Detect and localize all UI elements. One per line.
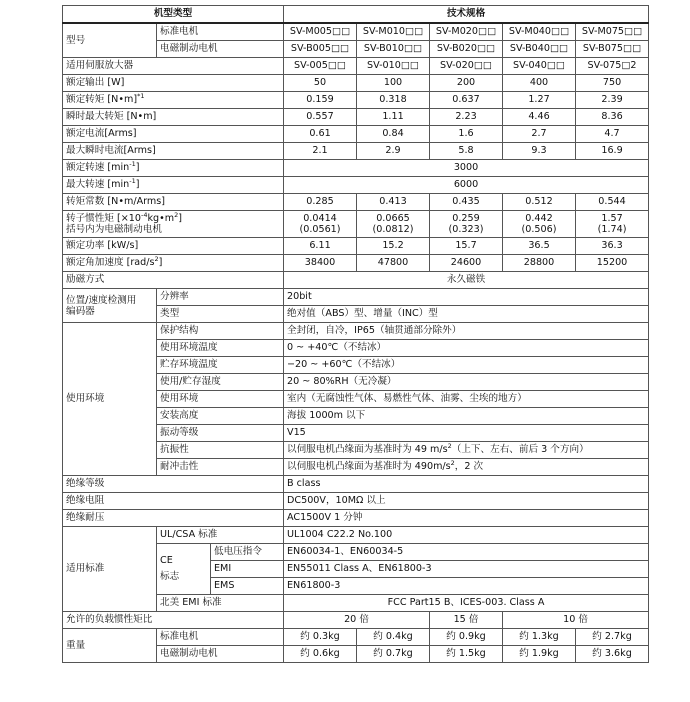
env-item-value: 室内（无腐蚀性气体、易燃性气体、油雾、尘埃的地方） <box>284 391 649 408</box>
spec-cell: 200 <box>430 75 503 92</box>
weight-standard-label: 标准电机 <box>157 629 284 646</box>
angular-acc-label: 额定角加速度 $[rad/s^2]$ <box>63 255 284 272</box>
torque-const-label: 转矩常数 [N•m/Arms] <box>63 194 284 211</box>
max-speed-row <box>63 177 649 194</box>
model-standard-row <box>63 23 649 41</box>
spec-cell: 6.11 <box>284 238 357 255</box>
spec-row <box>63 126 649 143</box>
spec-row <box>63 109 649 126</box>
power-rate-label: 额定功率 [kW/s] <box>63 238 284 255</box>
model-brake-cell: SV-B005□□ <box>284 41 357 58</box>
env-item-label: 使用/贮存湿度 <box>157 374 284 391</box>
spec-cell: 2.39 <box>576 92 649 109</box>
excitation-label: 励磁方式 <box>63 272 284 289</box>
spec-cell: 0.413 <box>357 194 430 211</box>
excitation-row <box>63 272 649 289</box>
weight-brake-label: 电磁制动电机 <box>157 646 284 663</box>
env-item-value: 海拔 1000m 以下 <box>284 408 649 425</box>
weight-cell: 约 2.7kg <box>576 629 649 646</box>
lvd-label: 低电压指令 <box>211 544 284 561</box>
spec-cell: 0.557 <box>284 109 357 126</box>
spec-cell: 0.544 <box>576 194 649 211</box>
spec-cell: 36.3 <box>576 238 649 255</box>
env-item-label: 耐冲击性 <box>157 459 284 476</box>
weight-cell: 约 1.5kg <box>430 646 503 663</box>
angular-acc-row <box>63 255 649 272</box>
spec-cell: 15.2 <box>357 238 430 255</box>
ems-value: EN61800-3 <box>284 578 649 595</box>
load-inertia-value: 20 倍 <box>284 612 430 629</box>
spec-row <box>63 92 649 109</box>
weight-label: 重量 <box>63 629 157 663</box>
emi-value: EN55011 Class A、EN61800-3 <box>284 561 649 578</box>
inertia-label: 转子惯性矩 $[\times 10^{-4}kg•m^2]$ 括号内为电磁制动电机 <box>63 211 284 238</box>
header-specs: 技术规格 <box>284 6 649 24</box>
spec-cell: 400 <box>503 75 576 92</box>
env-item-label: 安装高度 <box>157 408 284 425</box>
amp-cell: SV-005□□ <box>284 58 357 75</box>
env-item-label: 保护结构 <box>157 323 284 340</box>
spec-cell: 0.285 <box>284 194 357 211</box>
env-item-value: 20 ~ 80%RH（无冷凝） <box>284 374 649 391</box>
weight-cell: 约 3.6kg <box>576 646 649 663</box>
spec-cell: 4.7 <box>576 126 649 143</box>
power-rate-row <box>63 238 649 255</box>
inertia-cell: 0.259 (0.323) <box>430 211 503 238</box>
spec-cell: 1.11 <box>357 109 430 126</box>
amp-cell: SV-040□□ <box>503 58 576 75</box>
load-inertia-row <box>63 612 649 629</box>
env-item-value: V15 <box>284 425 649 442</box>
amp-cell: SV-020□□ <box>430 58 503 75</box>
spec-sheet <box>62 5 649 663</box>
spec-cell: 0.84 <box>357 126 430 143</box>
model-standard-label: 标准电机 <box>157 23 284 41</box>
excitation-value: 永久磁铁 <box>284 272 649 289</box>
spec-cell: 2.7 <box>503 126 576 143</box>
na-emi-value: FCC Part15 B、ICES-003. Class A <box>284 595 649 612</box>
insulation-label: 绝缘耐压 <box>63 510 284 527</box>
model-standard-cell: SV-M005□□ <box>284 23 357 41</box>
spec-label: 额定输出 [W] <box>63 75 284 92</box>
env-item-label: 贮存环境温度 <box>157 357 284 374</box>
ul-value: UL1004 C22.2 No.100 <box>284 527 649 544</box>
weight-cell: 约 0.9kg <box>430 629 503 646</box>
model-standard-cell: SV-M020□□ <box>430 23 503 41</box>
model-brake-cell: SV-B075□□ <box>576 41 649 58</box>
insulation-label: 绝缘等级 <box>63 476 284 493</box>
spec-label: 瞬时最大转矩 [N•m] <box>63 109 284 126</box>
env-item-label: 使用环境温度 <box>157 340 284 357</box>
max-speed-label: 最大转速 $[\min^{-1}]$ <box>63 177 284 194</box>
env-item-value: 以伺服电机凸缘面为基准时为 $490m/s^2$，2 次 <box>284 459 649 476</box>
env-row <box>63 323 649 340</box>
header-row <box>63 6 649 24</box>
inertia-cell: 1.57 (1.74) <box>576 211 649 238</box>
env-item-label: 使用环境 <box>157 391 284 408</box>
spec-cell: 0.318 <box>357 92 430 109</box>
weight-standard-row <box>63 629 649 646</box>
env-item-value: 0 ~ +40℃（不结冰） <box>284 340 649 357</box>
lvd-value: EN60034-1、EN60034-5 <box>284 544 649 561</box>
standards-label: 适用标准 <box>63 527 157 612</box>
standards-row <box>63 527 649 544</box>
spec-label: 额定电流[Arms] <box>63 126 284 143</box>
spec-cell: 8.36 <box>576 109 649 126</box>
spec-cell: 5.8 <box>430 143 503 160</box>
insulation-value: DC500V，10MΩ 以上 <box>284 493 649 510</box>
encoder-type-value: 绝对值（ABS）型、增量（INC）型 <box>284 306 649 323</box>
env-item-label: 抗振性 <box>157 442 284 459</box>
insulation-label: 绝缘电阻 <box>63 493 284 510</box>
ems-label: EMS <box>211 578 284 595</box>
inertia-cell: 0.0414 (0.0561) <box>284 211 357 238</box>
spec-cell: 24600 <box>430 255 503 272</box>
amp-row <box>63 58 649 75</box>
load-inertia-label: 允许的负载惯性矩比 <box>63 612 284 629</box>
na-emi-label: 北美 EMI 标准 <box>157 595 284 612</box>
weight-cell: 约 0.7kg <box>357 646 430 663</box>
env-item-value: −20 ~ +60℃（不结冰） <box>284 357 649 374</box>
encoder-resolution-row <box>63 289 649 306</box>
spec-cell: 16.9 <box>576 143 649 160</box>
insulation-row <box>63 493 649 510</box>
spec-cell: 0.512 <box>503 194 576 211</box>
spec-cell: 28800 <box>503 255 576 272</box>
spec-cell: 1.6 <box>430 126 503 143</box>
inertia-cell: 0.0665 (0.0812) <box>357 211 430 238</box>
insulation-row <box>63 510 649 527</box>
spec-row <box>63 75 649 92</box>
rated-speed-value: 3000 <box>284 160 649 177</box>
spec-cell: 9.3 <box>503 143 576 160</box>
encoder-resolution-value: 20bit <box>284 289 649 306</box>
spec-label: 额定转矩 [N•m]$^{*1}$ <box>63 92 284 109</box>
model-brake-cell: SV-B010□□ <box>357 41 430 58</box>
amp-cell: SV-075□2 <box>576 58 649 75</box>
header-model-type: 机型类型 <box>63 6 284 24</box>
spec-cell: 100 <box>357 75 430 92</box>
spec-cell: 47800 <box>357 255 430 272</box>
encoder-type-label: 类型 <box>157 306 284 323</box>
weight-cell: 约 0.4kg <box>357 629 430 646</box>
spec-cell: 0.435 <box>430 194 503 211</box>
model-label: 型号 <box>63 23 157 58</box>
amp-cell: SV-010□□ <box>357 58 430 75</box>
servo-motor-spec-table <box>62 5 649 663</box>
model-brake-label: 电磁制动电机 <box>157 41 284 58</box>
rated-speed-label: 额定转速 $[\min^{-1}]$ <box>63 160 284 177</box>
spec-cell: 36.5 <box>503 238 576 255</box>
insulation-row <box>63 476 649 493</box>
spec-row <box>63 143 649 160</box>
rated-speed-row <box>63 160 649 177</box>
spec-cell: 2.23 <box>430 109 503 126</box>
ce-label: CE 标志 <box>157 544 211 595</box>
spec-label: 最大瞬时电流[Arms] <box>63 143 284 160</box>
model-standard-cell: SV-M075□□ <box>576 23 649 41</box>
weight-cell: 约 1.9kg <box>503 646 576 663</box>
env-item-label: 振动等级 <box>157 425 284 442</box>
spec-cell: 50 <box>284 75 357 92</box>
insulation-value: B class <box>284 476 649 493</box>
weight-cell: 约 0.3kg <box>284 629 357 646</box>
model-brake-cell: SV-B020□□ <box>430 41 503 58</box>
model-brake-cell: SV-B040□□ <box>503 41 576 58</box>
load-inertia-value: 15 倍 <box>430 612 503 629</box>
max-speed-value: 6000 <box>284 177 649 194</box>
weight-cell: 约 1.3kg <box>503 629 576 646</box>
weight-cell: 约 0.6kg <box>284 646 357 663</box>
encoder-label: 位置/速度检测用 编码器 <box>63 289 157 323</box>
spec-cell: 38400 <box>284 255 357 272</box>
spec-cell: 15200 <box>576 255 649 272</box>
env-item-value: 以伺服电机凸缘面为基准时为 49 $m/s^2$（上下、左右、前后 3 个方向） <box>284 442 649 459</box>
load-inertia-value: 10 倍 <box>503 612 649 629</box>
spec-cell: 0.637 <box>430 92 503 109</box>
spec-cell: 2.1 <box>284 143 357 160</box>
spec-cell: 750 <box>576 75 649 92</box>
model-standard-cell: SV-M010□□ <box>357 23 430 41</box>
encoder-resolution-label: 分辨率 <box>157 289 284 306</box>
insulation-value: AC1500V 1 分钟 <box>284 510 649 527</box>
model-standard-cell: SV-M040□□ <box>503 23 576 41</box>
torque-const-row <box>63 194 649 211</box>
spec-cell: 2.9 <box>357 143 430 160</box>
env-item-value: 全封闭，自冷，IP65（轴贯通部分除外） <box>284 323 649 340</box>
env-label: 使用环境 <box>63 323 157 476</box>
spec-cell: 1.27 <box>503 92 576 109</box>
emi-label: EMI <box>211 561 284 578</box>
inertia-cell: 0.442 (0.506) <box>503 211 576 238</box>
spec-cell: 0.159 <box>284 92 357 109</box>
spec-cell: 4.46 <box>503 109 576 126</box>
ul-label: UL/CSA 标准 <box>157 527 284 544</box>
inertia-row <box>63 211 649 238</box>
spec-cell: 15.7 <box>430 238 503 255</box>
spec-cell: 0.61 <box>284 126 357 143</box>
amp-label: 适用伺服放大器 <box>63 58 284 75</box>
